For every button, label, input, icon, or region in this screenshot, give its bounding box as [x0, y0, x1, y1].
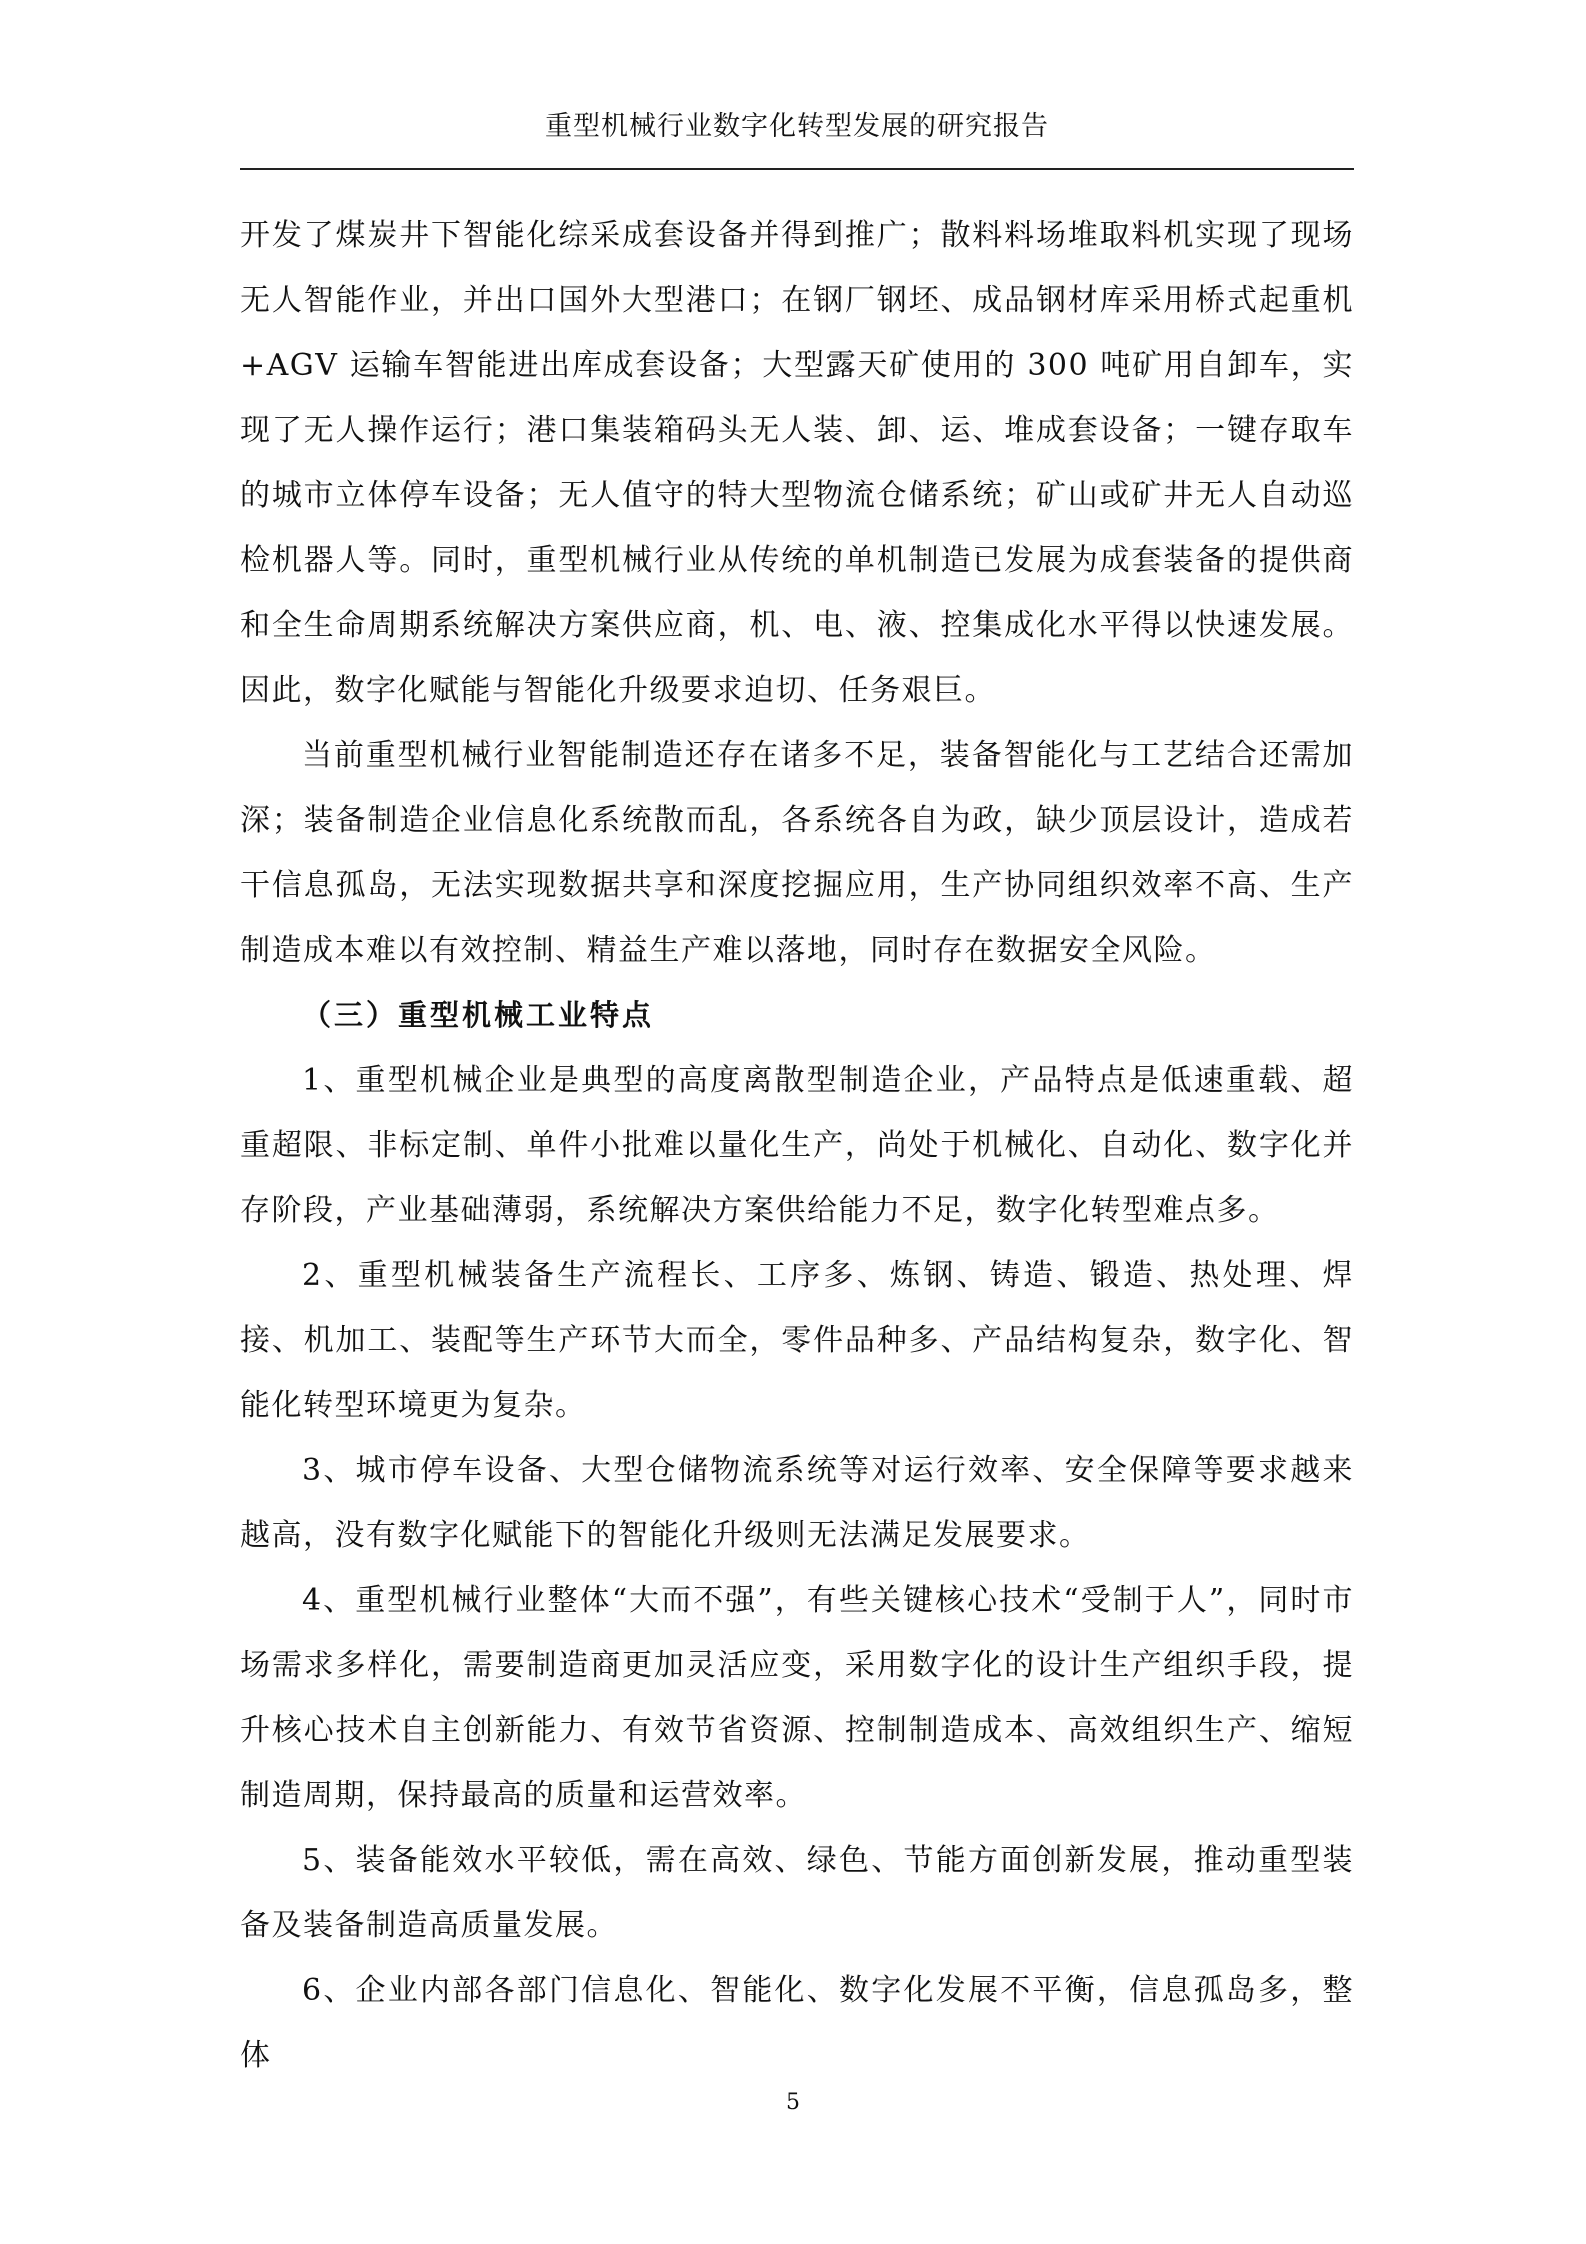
header-divider: [240, 168, 1354, 170]
paragraph-shortcomings: 当前重型机械行业智能制造还存在诸多不足，装备智能化与工艺结合还需加深；装备制造企业信息化系统散而乱，各系统各自为政，缺少顶层设计，造成若干信息孤岛，无法实现数据共享和深度挖掘应用，生产协同组织效率不高、生产制造成本难以有效控制、精益生产难以落地，同时存在数据安全风险。: [240, 738, 1354, 968]
body-text: [240, 203, 1354, 2088]
list-item-4: 4、重型机械行业整体“大而不强”，有些关键核心技术“受制于人”，同时市场需求多样化，需要制造商更加灵活应变，采用数字化的设计生产组织手段，提升核心技术自主创新能力、有效节省资源、控制制造成本、高效组织生产、缩短制造周期，保持最高的质量和运营效率。: [240, 1583, 1354, 1813]
page-number: 5: [786, 2090, 800, 2115]
list-item-1: 1、重型机械企业是典型的高度离散型制造企业，产品特点是低速重载、超重超限、非标定制、单件小批难以量化生产，尚处于机械化、自动化、数字化并存阶段，产业基础薄弱，系统解决方案供给能力不足，数字化转型难点多。: [240, 1063, 1354, 1228]
paragraph-continuation: 开发了煤炭井下智能化综采成套设备并得到推广；散料料场堆取料机实现了现场无人智能作业，并出口国外大型港口；在钢厂钢坯、成品钢材库采用桥式起重机+AGV 运输车智能进出库成套设备；大型露天矿使用的 300 吨矿用自卸车，实现了无人操作运行；港口集装箱码头无人装、卸、运、堆成套设备；一键存取车的城市立体停车设备；无人值守的特大型物流仓储系统；矿山或矿井无人自动巡检机器人等。同时，重型机械行业从传统的单机制造已发展为成套装备的提供商和全生命周期系统解决方案供应商，机、电、液、控集成化水平得以快速发展。因此，数字化赋能与智能化升级要求迫切、任务艰巨。: [240, 218, 1354, 708]
list-item-5: 5、装备能效水平较低，需在高效、绿色、节能方面创新发展，推动重型装备及装备制造高质量发展。: [240, 1843, 1354, 1943]
list-item-3: 3、城市停车设备、大型仓储物流系统等对运行效率、安全保障等要求越来越高，没有数字化赋能下的智能化升级则无法满足发展要求。: [240, 1453, 1354, 1553]
running-header-title: 重型机械行业数字化转型发展的研究报告: [545, 111, 1049, 142]
list-item-6: 6、企业内部各部门信息化、智能化、数字化发展不平衡，信息孤岛多，整体: [240, 1973, 1354, 2073]
list-item-2: 2、重型机械装备生产流程长、工序多、炼钢、铸造、锻造、热处理、焊接、机加工、装配等生产环节大而全，零件品种多、产品结构复杂，数字化、智能化转型环境更为复杂。: [240, 1258, 1354, 1423]
section-heading: （三）重型机械工业特点: [302, 998, 655, 1032]
